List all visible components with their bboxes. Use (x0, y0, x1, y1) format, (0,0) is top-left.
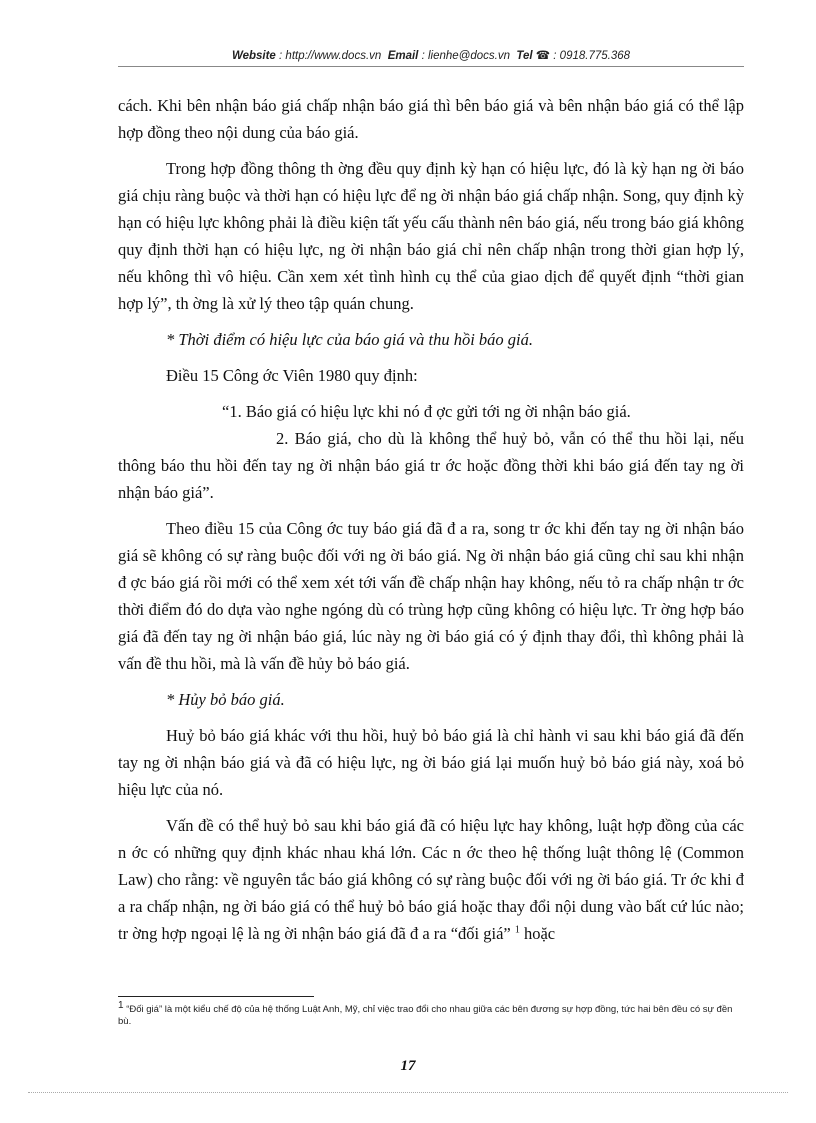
phone-icon: ☎ (535, 50, 551, 62)
quote-item-1: “1. Báo giá có hiệu lực khi nó đ ợc gửi tới ng ời nhận báo giá. (222, 402, 631, 421)
paragraph-3: Theo điều 15 của Công ớc tuy báo giá đã đ a ra, song tr ớc khi đến tay ng ời nhận báo giá sẽ không có sự ràng buộc đối với ng ời báo giá. Ng ời nhận báo giá cũng chỉ sau khi nhận đ ợc báo giá rồi mới có thể xem xét tới vấn đề chấp nhận hay không, nếu tỏ ra chấp nhận tr ớc thời điểm đó do dựa vào nghe ngóng dù có trùng hợp cũng không có hiệu lực. Tr ờng hợp báo giá đã đến tay ng ời nhận báo giá, lúc này ng ời báo giá có ý định thay đổi, thì không phải là vấn đề thu hồi, mà là vấn đề hủy bỏ báo giá. (118, 519, 744, 673)
header-divider (118, 66, 744, 67)
paragraph-5-text: Vấn đề có thể huỷ bỏ sau khi báo giá đã có hiệu lực hay không, luật hợp đồng của các n ớc có những quy định khác nhau khá lớn. Các n ớc theo hệ thống luật thông lệ (Common Law) cho rằng: về nguyên tắc báo giá không có sự ràng buộc đối với ng ời báo giá. Tr ớc khi đ a ra chấp nhận, ng ời báo giá có thể huỷ bỏ báo giá hoặc thay đổi nội dung vào bất cứ lúc nào; tr ờng hợp ngoại lệ là ng ời nhận báo giá đã đ a ra “đối giá” (118, 816, 744, 943)
paragraph-article-15: Điều 15 Công ớc Viên 1980 quy định: (166, 366, 418, 385)
paragraph-4: Huỷ bỏ báo giá khác với thu hồi, huỷ bỏ báo giá là chỉ hành vi sau khi báo giá đã đến tay ng ời nhận báo giá và đã có hiệu lực, ng ời báo giá lại muốn huỷ bỏ báo giá này, xoá bỏ hiệu lực của nó. (118, 726, 744, 799)
footnote-marker: 1 (118, 999, 124, 1011)
section-heading-cancel: * Hủy bỏ báo giá. (166, 690, 285, 709)
email-label: Email (387, 50, 419, 62)
website-value[interactable]: : http://www.docs.vn (279, 50, 382, 62)
footnote-ref[interactable]: 1 (514, 924, 520, 936)
tel-label: Tel (516, 50, 533, 62)
paragraph-1: cách. Khi bên nhận báo giá chấp nhận báo giá thì bên báo giá và bên nhận báo giá có thể lập hợp đồng theo nội dung của báo giá. (118, 96, 744, 142)
tel-value: : 0918.775.368 (553, 50, 631, 62)
footnote-text: “Đối giá” là một kiểu chế độ của hệ thống Luật Anh, Mỹ, chỉ việc trao đổi cho nhau giữa các bên đương sự hợp đồng, tức hai bên đều có sự đền bù. (118, 1004, 733, 1027)
footnote-divider (118, 996, 314, 997)
bottom-divider (28, 1092, 788, 1093)
page-header (118, 48, 744, 62)
website-label: Website (231, 50, 276, 62)
quote-item-2: 2. Báo giá, cho dù là không thể huỷ bỏ, vẫn có thể thu hồi lại, nếu thông báo thu hồi đến tay ng ời nhận báo giá tr ớc hoặc đồng thời khi báo giá đến tay ng ời nhận báo giá”. (118, 429, 744, 502)
paragraph-2: Trong hợp đồng thông th ờng đều quy định kỳ hạn có hiệu lực, đó là kỳ hạn ng ời báo giá chịu ràng buộc và thời hạn có hiệu lực để ng ời nhận báo giá chấp nhận. Song, quy định kỳ hạn có hiệu lực không phải là điều kiện tất yếu cấu thành nên báo giá, nếu trong báo giá không quy định thời hạn có hiệu lực, ng ời nhận báo giá chỉ nên chấp nhận trong thời gian hợp lý, nếu không thì vô hiệu. Cần xem xét tình hình cụ thể của giao dịch để quyết định “thời gian hợp lý”, th ờng là xử lý theo tập quán chung. (118, 159, 744, 313)
footnote (118, 999, 744, 1028)
paragraph-5 (118, 812, 744, 947)
section-heading-effective-time: * Thời điểm có hiệu lực của báo giá và thu hồi báo giá. (166, 330, 534, 349)
page-number: 17 (400, 1058, 416, 1074)
email-value[interactable]: : lienhe@docs.vn (421, 50, 510, 62)
paragraph-5-tail: hoặc (523, 924, 556, 943)
document-body (118, 92, 744, 956)
